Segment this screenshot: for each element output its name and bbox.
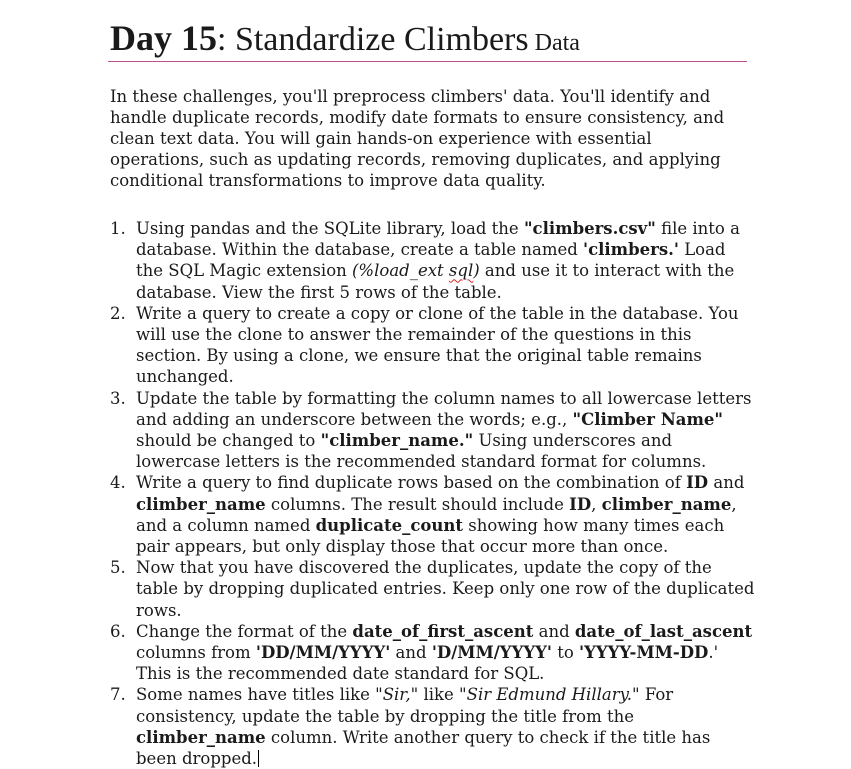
task-list [110, 218, 755, 769]
item-bold-text: "climbers.csv" [523, 219, 656, 238]
list-item[interactable] [110, 218, 755, 303]
item-italic-text: ) [473, 261, 480, 281]
item-number: 7. [110, 685, 126, 705]
item-text: Using pandas and the SQLite library, load the [136, 219, 524, 238]
title-day: Day 15 [110, 18, 217, 58]
item-text: file into a database. Within the database, create a table named [136, 219, 740, 260]
item-text: , [591, 494, 602, 514]
item-text: column. Write another query to check if the title has been dropped. [136, 727, 711, 769]
item-text: Write a query to find duplicate rows based on the combination of [136, 473, 687, 493]
item-text: Load the SQL Magic extension [136, 240, 726, 281]
item-bold-text: duplicate_count [315, 515, 464, 535]
item-italic-text: (%load_ext [352, 261, 449, 281]
item-text: .' This is the recommended date standard for SQL. [136, 643, 719, 684]
item-number: 5. [110, 558, 126, 578]
item-text: showing how many times each pair appears, but only display those that occur more than once. [136, 515, 725, 557]
item-bold-text: 'D/MM/YYYY' [431, 643, 552, 663]
list-item[interactable] [110, 303, 755, 388]
item-bold-text: climber_name [136, 494, 266, 514]
item-bold-text: ID [686, 473, 709, 493]
list-item[interactable] [110, 684, 755, 769]
list-item[interactable] [110, 621, 755, 685]
list-item[interactable] [110, 472, 755, 557]
item-number: 6. [110, 621, 126, 641]
list-item[interactable] [110, 388, 755, 473]
item-text: should be changed to [136, 431, 321, 451]
item-text: columns. The result should include [265, 494, 570, 514]
item-bold-text: "Climber Name" [572, 409, 724, 429]
item-bold-text: climber_name [136, 727, 266, 747]
item-text: Now that you have discovered the duplicates, update the copy of the table by dropping duplicated entries. Keep only one row of the duplicated rows. [136, 558, 755, 620]
title-tail: Data [528, 30, 580, 56]
item-number: 4. [110, 473, 126, 493]
item-text: and [708, 473, 745, 493]
item-text: like [418, 685, 460, 705]
item-bold-text: climber_name [601, 494, 732, 514]
item-text: For consistency, update the table by dropping the title from the [136, 685, 674, 726]
item-text: Some names have titles like [136, 685, 376, 705]
item-text: Change the format of the [136, 621, 353, 641]
title-main: Standardize Climbers [226, 21, 529, 58]
item-text: Using underscores and lowercase letters is the recommended standard format for columns. [136, 431, 707, 472]
title-underline-divider [108, 61, 747, 62]
item-number: 3. [110, 388, 126, 408]
item-italic-text: "Sir," [375, 685, 419, 705]
item-bold-text: "climber_name." [320, 431, 474, 451]
item-text: , and a column named [136, 494, 737, 535]
title-colon: : [217, 21, 227, 58]
item-number: 1. [110, 219, 126, 238]
item-bold-text: 'DD/MM/YYYY' [255, 643, 391, 663]
spellcheck-flagged-word[interactable]: sql [448, 261, 474, 281]
item-number: 2. [110, 303, 126, 323]
item-italic-text: "Sir Edmund Hillary." [459, 685, 640, 705]
text-cursor [258, 750, 259, 767]
intro-paragraph[interactable]: In these challenges, you'll preprocess climbers' data. You'll identify and handle duplicate records, modify date formats to ensure consistency, and clean text data. You will gain hands-on experience with essential operations, such as updating records, removing duplicates, and applying conditional transformations to improve data quality. [110, 87, 725, 190]
item-bold-text: ID [569, 494, 592, 514]
item-bold-text: 'YYYY-MM-DD [579, 643, 709, 663]
item-bold-text: date_of_first_ascent [352, 621, 534, 641]
item-bold-text: 'climbers.' [583, 240, 679, 260]
item-bold-text: date_of_last_ascent [574, 621, 753, 641]
item-text: Write a query to create a copy or clone of the table in the database. You will use the clone to answer the remainder of the questions in this section. By using a clone, we ensure that the original table remains unchanged. [136, 303, 739, 387]
item-text: columns from [136, 643, 256, 663]
item-text: Update the table by formatting the column names to all lowercase letters and adding an underscore between the words; e.g., [136, 388, 752, 429]
item-text: and [533, 621, 575, 641]
item-text: to [551, 643, 580, 663]
item-text: and use it to interact with the database. View the first 5 rows of the table. [136, 261, 735, 302]
page-title [110, 18, 750, 66]
list-item[interactable] [110, 557, 755, 621]
item-text: and [390, 643, 432, 663]
